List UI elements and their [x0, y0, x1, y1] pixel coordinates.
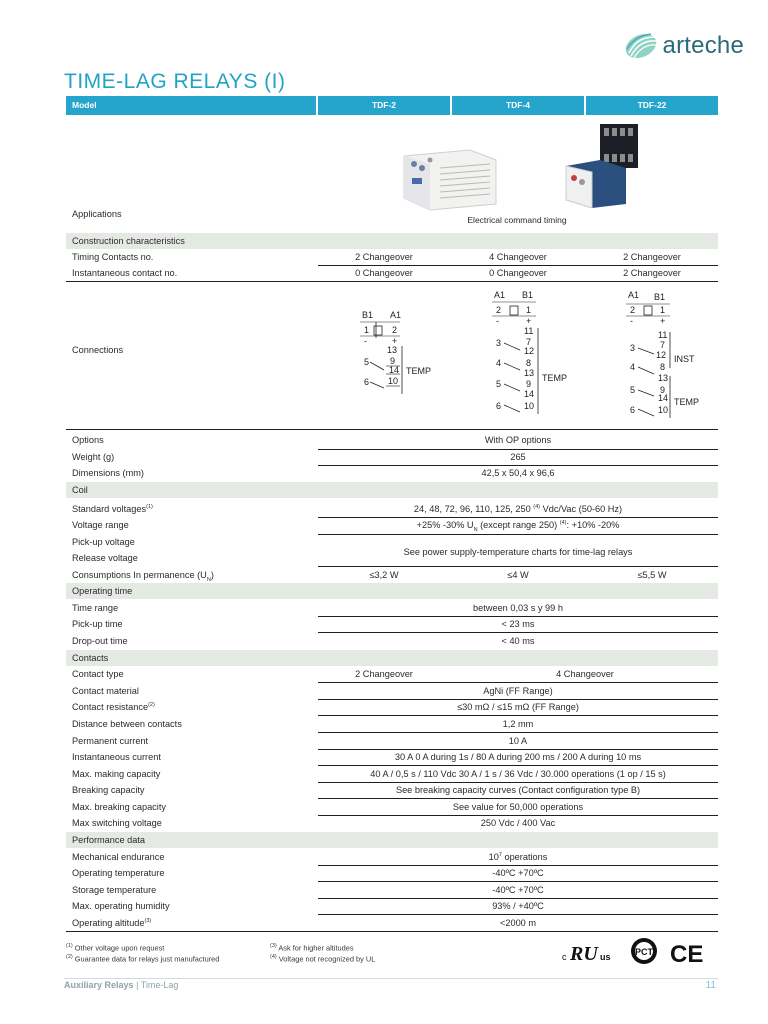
- value-all: See breaking capacity curves (Contact configuration type B): [395, 785, 641, 795]
- value-all: +25% -30% $U_N$ (except range 250) $^{(4)}$: +10% -20%: [416, 520, 620, 533]
- row-label: Timing Contacts no.: [72, 252, 154, 262]
- row-label: Max. breaking capacity: [72, 802, 166, 812]
- terminal-label: 8: [660, 362, 666, 372]
- row-label: Mechanical endurance: [72, 852, 165, 862]
- row-divider: [66, 931, 718, 932]
- value-tdf-4-22: 4 Changeover: [556, 669, 614, 679]
- row-label: Instantaneous current: [72, 752, 161, 762]
- row-label: Pick-up voltage: [72, 537, 135, 547]
- terminal-label: +: [660, 316, 666, 326]
- section-title: Performance data: [72, 835, 146, 845]
- row-label: Max switching voltage: [72, 818, 162, 828]
- terminal-label: 14: [389, 365, 400, 375]
- value-tdf-2: 0 Changeover: [355, 268, 413, 278]
- row-divider: [66, 281, 718, 282]
- row-label: Standard voltages$^{(1)}$: [72, 504, 153, 515]
- terminal-label: A1: [628, 290, 640, 300]
- row-label: Contact material: [72, 686, 139, 696]
- value-tdf-4: 4 Changeover: [489, 252, 547, 262]
- value-tdf-2: 2 Changeover: [355, 252, 413, 262]
- row-divider: [318, 749, 718, 750]
- terminal-label: 5: [496, 379, 502, 389]
- row-divider: [318, 914, 718, 915]
- row-label: Breaking capacity: [72, 785, 145, 795]
- terminal-label: 2: [496, 305, 502, 315]
- terminal-label: 6: [364, 377, 370, 387]
- svg-text:us: us: [600, 952, 611, 962]
- value-all: 42,5 x 50,4 x 96,6: [481, 468, 555, 478]
- terminal-label: -: [496, 316, 499, 326]
- row-divider: [318, 881, 718, 882]
- header-model: Model: [72, 100, 97, 110]
- terminal-label: 3: [630, 343, 636, 353]
- footnote: $^{(3)}$ Ask for higher altitudes: [270, 943, 354, 953]
- value-tdf-4: ≤4 W: [507, 570, 529, 580]
- terminal-label: +: [392, 336, 398, 346]
- row-label: Instantaneous contact no.: [72, 268, 178, 278]
- brand-name: arteche: [662, 32, 744, 59]
- value-tdf-22: 2 Changeover: [623, 268, 681, 278]
- terminal-label: 2: [392, 325, 398, 335]
- pct-mark-icon: [631, 938, 657, 964]
- terminal-label: 11: [524, 326, 534, 336]
- terminal-label: -: [630, 316, 633, 326]
- value-all: 40 A / 0,5 s / 110 Vdc 30 A / 1 s / 36 Vdc / 30.000 operations (1 op / 15 s): [370, 769, 666, 779]
- terminal-label: 13: [524, 368, 535, 378]
- value-all: 30 A 0 A during 1s / 80 A during 200 ms / 200 A during 10 ms: [394, 752, 642, 762]
- section-construction: [66, 233, 718, 249]
- row-label: Voltage range: [72, 520, 129, 530]
- row-label: Drop-out time: [72, 636, 128, 646]
- terminal-label: 8: [526, 358, 532, 368]
- footnote: $^{(2)}$ Guarantee data for relays just manufactured: [66, 953, 220, 964]
- row-label: Operating temperature: [72, 868, 165, 878]
- footer-section: Auxiliary Relays: [64, 980, 134, 990]
- row-divider: [318, 265, 718, 266]
- svg-text:c: c: [562, 952, 567, 962]
- section-title: Contacts: [72, 653, 109, 663]
- row-divider: [318, 898, 718, 899]
- row-label: Permanent current: [72, 736, 149, 746]
- tdf-2-connection-diagram: [356, 308, 446, 398]
- section-title: Operating time: [72, 586, 133, 596]
- terminal-label: TEMP: [674, 397, 700, 407]
- row-label: Pick-up time: [72, 619, 123, 629]
- terminal-label: 13: [387, 345, 398, 355]
- value-all: between 0,03 s y 99 h: [473, 603, 563, 613]
- value-all: ≤30 mΩ / ≤15 mΩ (FF Range): [457, 702, 579, 712]
- terminal-label: 1: [526, 305, 532, 315]
- row-divider: [318, 465, 718, 466]
- tdf-4-tdf-22-product-photo: [560, 120, 644, 208]
- section-title: Coil: [72, 485, 88, 495]
- row-label: Consumptions In permanence $(U_N)$: [72, 570, 214, 583]
- value-all: < 23 ms: [501, 619, 535, 629]
- value-all: < 40 ms: [501, 636, 535, 646]
- terminal-label: 12: [524, 346, 535, 356]
- terminal-label: 13: [658, 373, 669, 383]
- row-divider: [318, 782, 718, 783]
- header-tdf-22: TDF-22: [637, 100, 667, 110]
- tdf-4-connection-diagram: [492, 288, 582, 418]
- terminal-label: B1: [522, 290, 534, 300]
- terminal-label: 1: [364, 325, 370, 335]
- terminal-label: 4: [496, 358, 502, 368]
- svg-text:RU: RU: [570, 943, 598, 965]
- value-all: 93% / +40ºC: [492, 901, 544, 911]
- terminal-label: 14: [658, 393, 669, 403]
- row-applications: [66, 209, 718, 225]
- value-all: 24, 48, 72, 96, 110, 125, 250 $^{(4)}$ Vdc/Vac (50-60 Hz): [413, 504, 623, 515]
- section-coil: [66, 482, 718, 498]
- row-divider: [318, 765, 718, 766]
- value-tdf-22: ≤5,5 W: [637, 570, 667, 580]
- row-label: Max. operating humidity: [72, 901, 170, 911]
- row-divider: [318, 632, 718, 633]
- header-tdf-4: TDF-4: [505, 100, 531, 110]
- row-divider: [318, 699, 718, 700]
- footnotes-left: [66, 942, 219, 964]
- terminal-label: -: [364, 336, 367, 346]
- header-tdf-2: TDF-2: [371, 100, 397, 110]
- value-all: <2000 m: [499, 918, 536, 928]
- section-operating-time: [66, 583, 718, 599]
- terminal-label: 3: [496, 338, 502, 348]
- terminal-label: 10: [524, 401, 535, 411]
- row-divider: [318, 534, 718, 535]
- value-tdf-22: 2 Changeover: [623, 252, 681, 262]
- arteche-logo: [623, 28, 744, 64]
- terminal-label: B1: [654, 292, 666, 302]
- value-all: 1,2 mm: [502, 719, 534, 729]
- arteche-logo-icon: [623, 31, 659, 61]
- row-divider: [318, 682, 718, 683]
- terminal-label: 7: [526, 337, 532, 347]
- row-divider: [318, 865, 718, 866]
- ce-mark-icon: [670, 941, 703, 968]
- row-divider: [318, 798, 718, 799]
- terminal-label: 12: [656, 350, 667, 360]
- row-divider: [318, 449, 718, 450]
- footnotes-right: [270, 942, 375, 964]
- terminal-label: A1: [494, 290, 506, 300]
- terminal-label: 7: [660, 340, 666, 350]
- terminal-label: 5: [364, 357, 370, 367]
- row-divider: [318, 517, 718, 518]
- value-all: -40ºC +70ºC: [492, 868, 544, 878]
- row-label: Contact resistance$^{(2)}$: [72, 702, 155, 713]
- terminal-label: 9: [660, 385, 666, 395]
- value-all: AgNi (FF Range): [483, 686, 553, 696]
- terminal-label: 2: [630, 305, 636, 315]
- value-all: -40ºC +70ºC: [492, 885, 544, 895]
- svg-text:CE: CE: [670, 941, 704, 968]
- tdf-22-connection-diagram: [626, 288, 718, 418]
- page-number: 11: [705, 980, 716, 991]
- terminal-label: 10: [388, 376, 399, 386]
- terminal-label: 11: [658, 330, 668, 340]
- terminal-label: A1: [390, 310, 402, 320]
- terminal-label: 6: [630, 405, 636, 415]
- footnote: $^{(1)}$ Other voltage upon request: [66, 943, 165, 953]
- row-label: Connections: [72, 345, 124, 355]
- row-label: Distance between contacts: [72, 719, 182, 729]
- footnote: $^{(4)}$ Voltage not recognized by UL: [270, 953, 376, 964]
- value-all: See value for 50,000 operations: [452, 802, 584, 812]
- terminal-label: 9: [526, 379, 532, 389]
- terminal-label: 1: [660, 305, 666, 315]
- certification-marks: [558, 936, 722, 968]
- footer-breadcrumb: [64, 980, 178, 990]
- svg-text:PCT: PCT: [635, 947, 653, 957]
- table-header: [66, 96, 718, 115]
- terminal-label: B1: [362, 310, 374, 320]
- value-all: 265: [510, 452, 526, 462]
- row-divider: [318, 566, 718, 567]
- value-all: 250 Vdc / 400 Vac: [480, 818, 556, 828]
- value-all: $10^7$ operations: [488, 852, 548, 863]
- footer-subsection: Time-Lag: [140, 980, 179, 990]
- row-label: Max. making capacity: [72, 769, 161, 779]
- ul-recognized-icon: [562, 943, 611, 965]
- terminal-label: TEMP: [542, 373, 568, 383]
- footer-separator: |: [136, 980, 139, 990]
- terminal-label: 4: [630, 362, 636, 372]
- terminal-label: TEMP: [406, 366, 432, 376]
- row-divider: [318, 815, 718, 816]
- row-label: Time range: [72, 603, 119, 613]
- row-divider: [66, 429, 718, 430]
- footer-divider: [64, 978, 718, 979]
- section-performance: [66, 832, 718, 848]
- row-divider: [318, 616, 718, 617]
- page-title: TIME-LAG RELAYS (I): [64, 70, 286, 93]
- terminal-label: +: [526, 316, 532, 326]
- row-label: Weight (g): [72, 452, 115, 462]
- terminal-label: 10: [658, 405, 669, 415]
- row-label: Release voltage: [72, 553, 138, 563]
- terminal-label: INST: [674, 354, 695, 364]
- row-divider: [318, 732, 718, 733]
- row-label: Operating altitude$^{(3)}$: [72, 918, 152, 929]
- section-title: Construction characteristics: [72, 236, 185, 246]
- terminal-label: 5: [630, 385, 636, 395]
- row-label: Storage temperature: [72, 885, 157, 895]
- row-label: Contact type: [72, 669, 124, 679]
- voltage-charts-note: See power supply-temperature charts for time-lag relays: [403, 547, 633, 557]
- section-contacts: [66, 650, 718, 666]
- terminal-label: 9: [390, 356, 396, 366]
- row-label: Options: [72, 435, 104, 445]
- value-all: 10 A: [508, 736, 528, 746]
- value-all: With OP options: [484, 435, 552, 445]
- value-tdf-4: 0 Changeover: [489, 268, 547, 278]
- terminal-label: 14: [524, 389, 535, 399]
- terminal-label: 6: [496, 401, 502, 411]
- tdf-2-product-photo: [400, 146, 500, 212]
- row-divider: [318, 715, 718, 716]
- applications-value: Electrical command timing: [467, 215, 567, 225]
- row-label: Dimensions (mm): [72, 468, 144, 478]
- value-tdf-2: 2 Changeover: [355, 669, 413, 679]
- value-tdf-2: ≤3,2 W: [369, 570, 399, 580]
- applications-label: Applications: [72, 209, 122, 219]
